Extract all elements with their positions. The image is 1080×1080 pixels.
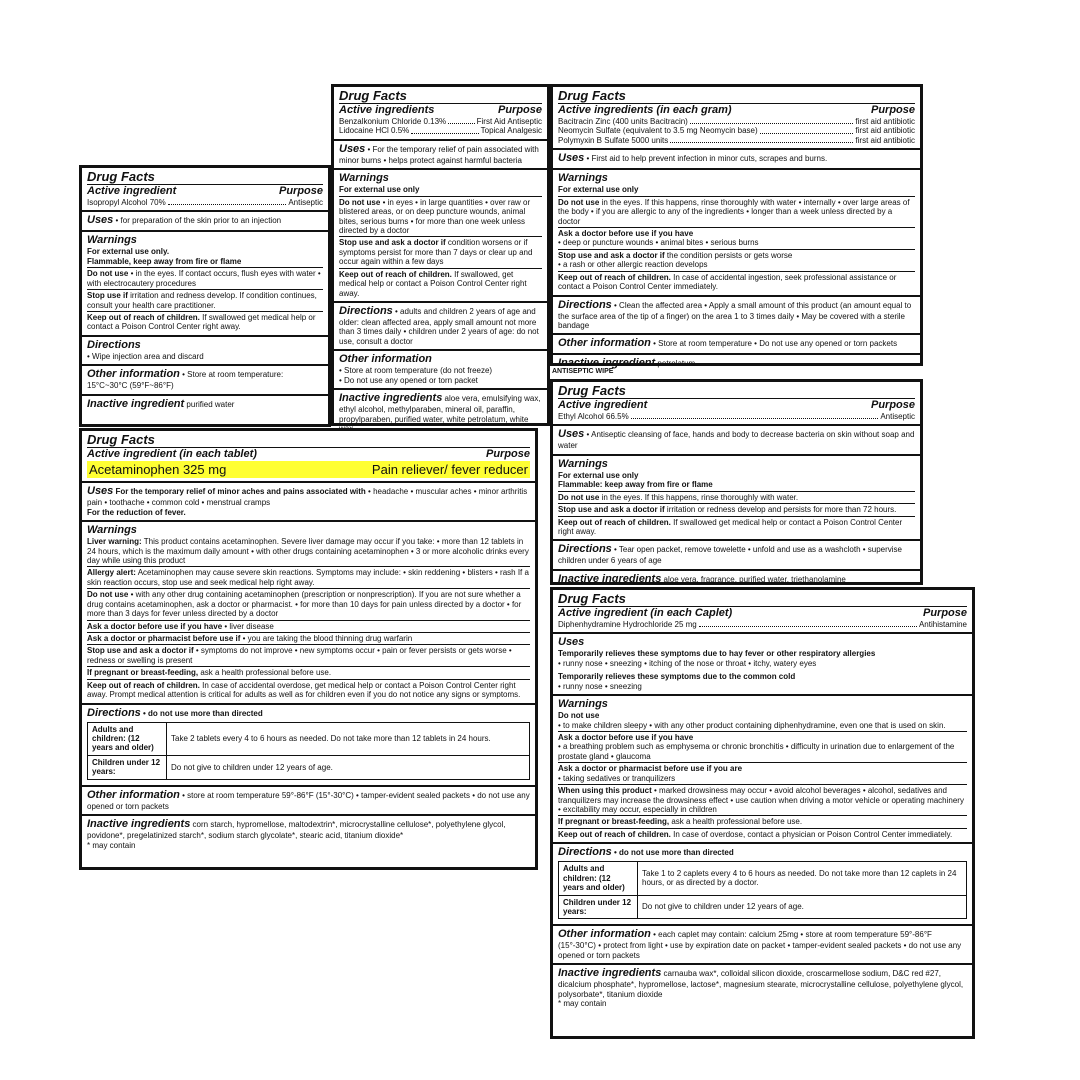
- dosage-group: Adults and children: (12 years and older): [559, 862, 638, 895]
- directions-heading: Directions: [558, 298, 612, 311]
- drug-facts-panel-acetaminophen: [79, 428, 538, 870]
- inactive-heading: Inactive ingredients: [558, 967, 662, 980]
- other-info-text: • Do not use any opened or torn packet: [339, 375, 478, 385]
- inactive-text: purified water: [184, 399, 235, 409]
- do-not-use-text: • in eyes • in large quantities • over raw or blistered areas, or on deep puncture wounds, animal bites, serious burns • for more than one week unless directed by a doctor: [339, 197, 531, 235]
- uses-heading: Uses: [87, 485, 114, 498]
- ask-doctor-label: Ask a doctor before use if you have: [558, 732, 694, 742]
- drug-facts-panel-diphenhydramine: [550, 587, 975, 1039]
- panel-title: Drug Facts: [339, 89, 542, 104]
- ingredient-purpose: first aid antibiotic: [855, 135, 915, 145]
- warnings-heading: Warnings: [558, 457, 608, 470]
- keep-out-label: Keep out of reach of children.: [558, 829, 671, 839]
- flammable-warning: Flammable: keep away from fire or flame: [558, 480, 713, 490]
- stop-use-text: condition worsens or if symptoms persist for more than 7 days or clear up and occur again within a few days: [339, 238, 533, 267]
- uses-heading: Uses: [339, 142, 366, 155]
- do-not-use-label: Do not use: [339, 197, 381, 207]
- allergy-alert-text: Acetaminophen may cause severe skin reactions. Symptoms may include: • skin reddening • blisters • rash If a skin reaction occurs, stop use and seek medical help right away.: [87, 568, 529, 587]
- dosage-instruction: Take 1 to 2 caplets every 4 to 6 hours as needed. Do not take more than 12 caplets in 24 hours, or as directed by a doctor.: [638, 862, 967, 895]
- liver-warning-text: This product contains acetaminophen. Severe liver damage may occur if you take: • more than 12 tablets in 24 hours, which is the maximum daily amount • with other drugs containing acetaminophen • 3 or more alcoholic drinks every day while using this product: [87, 537, 529, 565]
- panel-title: Drug Facts: [558, 592, 967, 607]
- stop-use-text: irritation or redness develop and persists for more than 72 hours.: [664, 505, 897, 515]
- do-not-use-label: Do not use: [558, 492, 600, 502]
- uses-lead: Temporarily relieves these symptoms due to the common cold: [558, 672, 796, 682]
- inactive-heading: Inactive ingredient: [87, 397, 185, 410]
- dosage-group: Children under 12 years:: [88, 755, 167, 779]
- liver-warning-label: Liver warning:: [87, 537, 142, 547]
- stop-use-text: • symptoms do not improve • new symptoms occur • pain or fever persists or gets worse • redness or swelling is present: [87, 646, 512, 665]
- purpose-heading: Purpose: [922, 607, 967, 620]
- purpose-heading: Purpose: [278, 185, 323, 198]
- uses-text: • runny nose • sneezing: [558, 681, 642, 691]
- inactive-heading: Inactive ingredients: [558, 572, 662, 585]
- ingredient-purpose: Topical Analgesic: [480, 126, 542, 136]
- uses-text: • for preparation of the skin prior to an injection: [115, 216, 282, 226]
- other-info-heading: Other information: [558, 337, 651, 350]
- ingredient-purpose: Antiseptic: [288, 197, 323, 207]
- table-row: [88, 722, 530, 755]
- directions-heading: Directions: [558, 846, 612, 859]
- ingredient-name: Polymyxin B Sulfate 5000 units: [558, 135, 669, 145]
- directions-heading: Directions: [87, 338, 141, 351]
- stop-use-label: Stop use and ask a doctor if: [558, 505, 665, 515]
- uses-text: • headache • muscular aches • minor arthritis pain • toothache • common cold • menstrual cramps: [87, 487, 528, 508]
- drug-facts-panel-isopropyl: [79, 165, 331, 427]
- when-using-label: When using this product: [558, 786, 652, 796]
- uses-heading: Uses: [558, 428, 585, 441]
- inactive-text: aloe vera, fragrance, purified water, triethanolamine: [661, 574, 846, 584]
- drug-facts-panel-first-aid: [331, 84, 550, 426]
- uses-text: • runny nose • sneezing • itching of the nose or throat • itchy, watery eyes: [558, 658, 817, 668]
- inactive-heading: Inactive ingredients: [87, 818, 191, 831]
- purpose-heading: Purpose: [485, 448, 530, 461]
- do-not-use-text: in the eyes. If this happens, rinse thoroughly with water • internally • over large areas of the body • if you are allergic to any of the ingredients • longer than a week unless directed by a doctor: [558, 197, 910, 226]
- do-not-use-text: • with any other drug containing acetaminophen (prescription or nonprescription). If you are not sure whether a drug contains acetaminophen, ask a doctor or pharmacist. • for more than 10 days for pain unless directed by a doctor • for more than 3 days for fever unless directed by a doctor: [87, 590, 522, 619]
- table-row: [559, 895, 967, 919]
- ingredient-name: Benzalkonium Chloride 0.13%: [339, 116, 447, 126]
- dosage-instruction: Do not give to children under 12 years of age.: [638, 895, 967, 919]
- ask-doctor-text: • liver disease: [222, 621, 274, 631]
- external-use: For external use only: [339, 185, 420, 195]
- directions-text: • adults and children 2 years of age and older: clean affected area, apply small amount not more than 3 times daily • children under 2 years of age: do not use, consult a doctor: [339, 307, 539, 346]
- ingredient-name: Bacitracin Zinc (400 units Bacitracin): [558, 116, 688, 126]
- ask-pharmacist-text: • you are taking the blood thinning drug warfarin: [240, 634, 413, 644]
- ingredient-purpose: Antihistamine: [918, 619, 967, 629]
- ingredient-name: Diphenhydramine Hydrochloride 25 mg: [558, 619, 697, 629]
- ask-doctor-label: Ask a doctor before use if you have: [87, 621, 223, 631]
- allergy-alert-label: Allergy alert:: [87, 568, 136, 578]
- ingredient-name: Neomycin Sulfate (equivalent to 3.5 mg Neomycin base): [558, 126, 758, 136]
- warnings-heading: Warnings: [87, 234, 137, 247]
- directions-lead: • do not use more than directed: [611, 848, 734, 858]
- other-info-text: • Store at room temperature • Do not use any opened or torn packets: [650, 339, 898, 349]
- uses-lead: Temporarily relieves these symptoms due to hay fever or other respiratory allergies: [558, 649, 876, 659]
- inactive-text: aloe vera, emulsifying wax, ethyl alcohol, methylparaben, mineral oil, paraffin, propylparaben, purified water, white petrolatum, white: [339, 394, 541, 424]
- panel-title: Drug Facts: [558, 384, 915, 399]
- ingredient-name: Acetaminophen 325 mg: [89, 461, 227, 477]
- keep-out-text: If swallowed, get medical help or contact a Poison Control Center right away.: [339, 269, 527, 298]
- table-row: [88, 755, 530, 779]
- stop-use-text: irritation and redness develop. If condition continues, consult your health care practitioner.: [87, 291, 317, 310]
- ingredient-purpose: Pain reliever/ fever reducer: [371, 461, 528, 477]
- warnings-heading: Warnings: [558, 698, 608, 711]
- keep-out-text: If swallowed get medical help or contact a Poison Control Center right away.: [558, 517, 903, 536]
- directions-lead: • do not use more than directed: [140, 708, 263, 718]
- directions-text: • Wipe injection area and discard: [87, 351, 204, 361]
- active-heading: Active ingredient (in each Caplet): [558, 607, 733, 620]
- ask-pharmacist-label: Ask a doctor or pharmacist before use if you are: [558, 764, 743, 774]
- other-info-heading: Other information: [558, 928, 651, 941]
- ingredient-purpose: Antiseptic: [880, 411, 915, 421]
- stop-use-label: Stop use and ask a doctor if: [339, 238, 446, 248]
- table-row: [559, 862, 967, 895]
- inactive-footnote: * may contain: [558, 999, 607, 1009]
- other-info-text: • Store at room temperature: 15°C~30°C (59°F~86°F): [87, 370, 284, 391]
- pregnancy-text: ask a health professional before use.: [198, 668, 332, 678]
- purpose-heading: Purpose: [870, 399, 915, 412]
- ingredient-name: Isopropyl Alcohol 70%: [87, 197, 166, 207]
- purpose-heading: Purpose: [497, 104, 542, 117]
- stop-use-label: Stop use and ask a doctor if: [558, 250, 665, 260]
- dosage-table: [87, 722, 530, 780]
- pregnancy-label: If pregnant or breast-feeding,: [87, 668, 199, 678]
- ingredient-name: Ethyl Alcohol 66.5%: [558, 411, 629, 421]
- keep-out-text: In case of overdose, contact a physician or Poison Control Center immediately.: [670, 829, 953, 839]
- active-heading: Active ingredient: [558, 399, 648, 412]
- active-heading: Active ingredients: [339, 104, 435, 117]
- highlighted-ingredient: [87, 461, 530, 478]
- keep-out-label: Keep out of reach of children.: [87, 680, 200, 690]
- do-not-use-label: Do not use: [87, 590, 129, 600]
- other-info-heading: Other information: [339, 353, 432, 366]
- external-use: For external use only.: [87, 247, 170, 257]
- drug-facts-panel-antibiotic: [550, 84, 923, 370]
- uses-heading: Uses: [558, 636, 585, 649]
- keep-out-label: Keep out of reach of children.: [558, 272, 671, 282]
- keep-out-text: In case of accidental overdose, get medical help or contact a Poison Control Center right away. Prompt medical attention is critical for adults as well as for children even if you do not notice any signs or symptoms.: [87, 680, 521, 700]
- do-not-use-label: Do not use: [87, 269, 129, 279]
- warnings-heading: Warnings: [558, 172, 608, 185]
- drug-facts-panel-wipe: [550, 379, 923, 585]
- inactive-heading: Inactive ingredient: [558, 357, 656, 370]
- active-heading: Active ingredient: [87, 185, 177, 198]
- other-info-text: • store at room temperature 59°-86°F (15°-30°C) • tamper-evident sealed packets • do not use any opened or torn packets: [87, 790, 530, 811]
- ask-doctor-label: Ask a doctor before use if you have: [558, 228, 694, 238]
- directions-text: • Tear open packet, remove towelette • unfold and use as a washcloth • supervise children under 6 years of age: [558, 545, 902, 566]
- purpose-heading: Purpose: [870, 104, 915, 117]
- antiseptic-wipe-tag: ANTISEPTIC WIPE: [552, 368, 614, 375]
- panel-title: Drug Facts: [87, 170, 323, 185]
- ingredient-purpose: First Aid Antiseptic: [476, 116, 542, 126]
- stop-use-text: • a rash or other allergic reaction develops: [558, 260, 708, 270]
- inactive-footnote: * may contain: [87, 840, 136, 850]
- ask-pharmacist-label: Ask a doctor or pharmacist before use if: [87, 634, 241, 644]
- pregnancy-label: If pregnant or breast-feeding,: [558, 817, 670, 827]
- dosage-instruction: Do not give to children under 12 years of age.: [167, 755, 530, 779]
- directions-heading: Directions: [87, 706, 141, 719]
- panel-title: Drug Facts: [558, 89, 915, 104]
- uses-fever: For the reduction of fever.: [87, 507, 186, 517]
- pregnancy-text: ask a health professional before use.: [669, 817, 803, 827]
- uses-text: • Antiseptic cleansing of face, hands and body to decrease bacteria on skin without soap and water: [558, 430, 915, 451]
- do-not-use-text: • in the eyes. If contact occurs, flush eyes with water • with electrocautery procedures: [87, 269, 321, 288]
- do-not-use-label: Do not use: [558, 711, 600, 721]
- stop-use-label: Stop use if: [87, 291, 128, 301]
- dosage-table: [558, 861, 967, 919]
- directions-heading: Directions: [558, 543, 612, 556]
- ingredient-name: Lidocaine HCl 0.5%: [339, 126, 410, 136]
- keep-out-label: Keep out of reach of children.: [87, 312, 200, 322]
- uses-text: • For the temporary relief of pain associated with minor burns • helps protect against harmful bacteria: [339, 144, 539, 165]
- other-info-text: • each caplet may contain: calcium 25mg • store at room temperature 59°-86°F (15°-30°C) • protect from light • use by expiration date on packet • tamper-evident sealed packets • do not use any opened or torn packets: [558, 930, 962, 960]
- dosage-instruction: Take 2 tablets every 4 to 6 hours as needed. Do not take more than 12 tablets in 24 hours.: [167, 722, 530, 755]
- active-heading: Active ingredients (in each gram): [558, 104, 732, 117]
- when-using-text: • marked drowsiness may occur • avoid alcohol beverages • alcohol, sedatives and tranquilizers may increase the drowsiness effect • use caution when driving a motor vehicle or operating machinery • excitability may occur, especially in children: [558, 786, 964, 814]
- stop-use-text: the condition persists or gets worse: [664, 250, 793, 260]
- panel-title: Drug Facts: [87, 433, 530, 448]
- dosage-group: Children under 12 years:: [559, 895, 638, 919]
- warnings-heading: Warnings: [87, 524, 137, 537]
- do-not-use-label: Do not use: [558, 197, 600, 207]
- uses-lead: For the temporary relief of minor aches and pains associated with: [115, 487, 366, 497]
- flammable-warning: Flammable, keep away from fire or flame: [87, 256, 242, 266]
- do-not-use-text: • to make children sleepy • with any other product containing diphenhydramine, even one that is used on skin.: [558, 720, 946, 730]
- directions-text: • Clean the affected area • Apply a small amount of this product (an amount equal to the surface area of the tip of a finger) on the area 1 to 3 times daily • May be covered with a sterile bandage: [558, 300, 912, 330]
- ask-pharmacist-text: • taking sedatives or tranquilizers: [558, 773, 676, 783]
- uses-text: • First aid to help prevent infection in minor cuts, scrapes and burns.: [584, 154, 828, 164]
- other-info-text: • Store at room temperature (do not freeze): [339, 366, 493, 376]
- ingredient-purpose: first aid antibiotic: [855, 126, 915, 136]
- external-use: For external use only: [558, 185, 639, 195]
- stop-use-label: Stop use and ask a doctor if: [87, 646, 194, 656]
- directions-heading: Directions: [339, 305, 393, 317]
- active-heading: Active ingredient (in each tablet): [87, 448, 257, 461]
- inactive-text: corn starch, hypromellose, maltodextrin*, microcrystalline cellulose*, polyethylene glycol, povidone*, pregelatinized starch*, sodium starch glycolate*, stearic acid, titanium dioxide*: [87, 820, 506, 841]
- inactive-heading: Inactive ingredients: [339, 392, 443, 405]
- inactive-text: petrolatum: [655, 359, 696, 369]
- dosage-group: Adults and children: (12 years and older): [88, 722, 167, 755]
- inactive-text: carnauba wax*, colloidal silicon dioxide, croscarmellose sodium, D&C red #27, dicalcium phosphate*, hypromellose, lactose*, magnesium stearate, microcrystalline cellulose, polyethylene glycol, polysorbate*, titanium dioxide: [558, 969, 964, 999]
- keep-out-label: Keep out of reach of children.: [339, 269, 452, 279]
- keep-out-text: If swallowed get medical help or contact a Poison Control Center right away.: [87, 312, 316, 332]
- warnings-heading: Warnings: [339, 172, 389, 185]
- uses-heading: Uses: [558, 152, 585, 165]
- keep-out-label: Keep out of reach of children.: [558, 517, 671, 527]
- external-use: For external use only: [558, 470, 639, 480]
- ask-doctor-text: • a breathing problem such as emphysema or chronic bronchitis • difficulty in urination due to enlargement of the prostate gland • glaucoma: [558, 742, 955, 761]
- other-info-heading: Other information: [87, 788, 180, 801]
- ingredient-purpose: first aid antibiotic: [855, 116, 915, 126]
- uses-heading: Uses: [87, 214, 114, 227]
- do-not-use-text: in the eyes. If this happens, rinse thoroughly with water.: [599, 492, 799, 502]
- keep-out-text: In case of accidental ingestion, seek professional assistance or contact a Poison Control Center immediately.: [558, 272, 897, 292]
- ask-doctor-text: • deep or puncture wounds • animal bites • serious burns: [558, 238, 759, 248]
- other-info-heading: Other information: [87, 368, 180, 381]
